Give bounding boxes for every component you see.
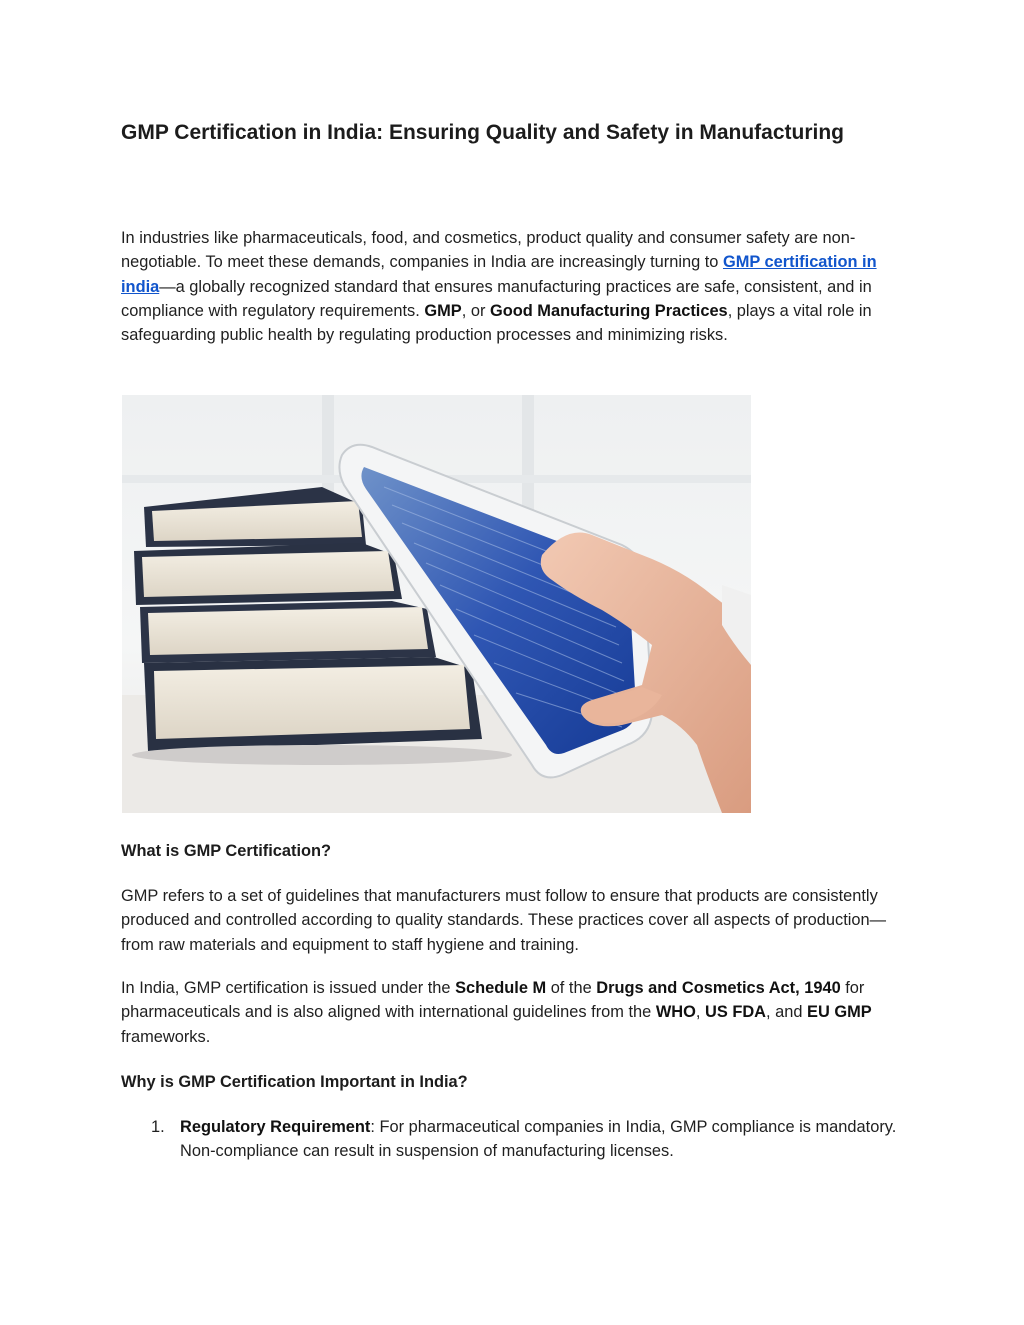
importance-list <box>121 1115 906 1164</box>
intro-text-3: , or <box>461 301 490 320</box>
bold-us-fda: US FDA <box>705 1003 767 1022</box>
what-is-gmp-paragraph: GMP refers to a set of guidelines that manufacturers must follow to ensure that products are consistently produced and controlled according to quality standards. These practices cover all aspects of production—from raw materials and equipment to staff hygiene and training. <box>121 887 887 954</box>
books-and-tablet-image <box>122 395 751 813</box>
intro-text-4: , plays a vital role in safeguarding public health by regulating production processes and minimizing risks. <box>121 301 872 345</box>
list-item-number: 1. <box>151 1118 165 1136</box>
intro-paragraph <box>121 226 906 347</box>
india-text-4: , <box>695 1003 705 1022</box>
list-item <box>121 1115 906 1164</box>
bold-drugs-cosmetics-act: Drugs and Cosmetics Act, 1940 <box>596 979 841 997</box>
india-text-3: for pharmaceuticals and is also aligned with international guidelines from the <box>121 979 865 1022</box>
section-heading-why-important: Why is GMP Certification Important in India? <box>121 1073 468 1091</box>
list-item-bold-label: Regulatory Requirement <box>180 1118 371 1136</box>
bold-eu-gmp: EU GMP <box>807 1003 872 1022</box>
india-gmp-paragraph <box>121 976 906 1049</box>
document-title: GMP Certification in India: Ensuring Quality and Safety in Manufacturing <box>121 121 845 144</box>
intro-bold-good-manufacturing: Good Manufacturing Practices <box>489 301 728 320</box>
intro-bold-gmp: GMP <box>424 301 462 320</box>
india-text-6: frameworks. <box>121 1027 211 1046</box>
bold-who: WHO <box>655 1003 696 1022</box>
list-item-text: : For pharmaceutical companies in India, GMP compliance is mandatory. Non-compliance can result in suspension of manufacturing licenses. <box>180 1118 897 1161</box>
india-text-1: In India, GMP certification is issued under the <box>121 979 456 997</box>
section-heading-what-is-gmp: What is GMP Certification? <box>121 842 332 860</box>
intro-text-2: —a globally recognized standard that ensures manufacturing practices are safe, consistent, and in compliance with regulatory requirements. <box>121 277 872 320</box>
bold-schedule-m: Schedule M <box>455 979 547 997</box>
gmp-certification-link[interactable]: GMP certification in india <box>121 253 877 296</box>
india-text-5: , and <box>766 1003 808 1022</box>
intro-text-1: In industries like pharmaceuticals, food, and cosmetics, product quality and consumer safety are non-negotiable. To meet these demands, companies in India are increasingly turning to <box>121 229 856 272</box>
india-text-2: of the <box>546 979 597 997</box>
